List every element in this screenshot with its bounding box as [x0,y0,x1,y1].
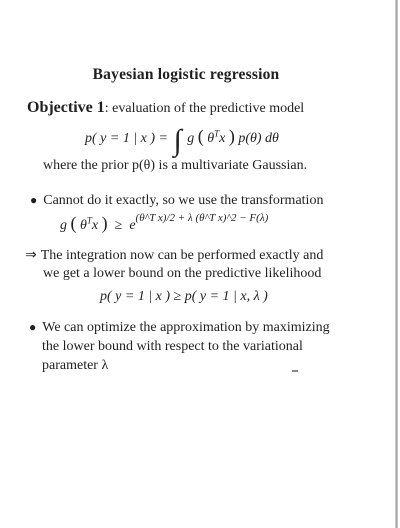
eq2-g: g [60,218,67,233]
bullet-dot: ● [30,193,38,207]
eq2-exponent: (θ^T x)/2 + λ (θ^T x)^2 − F(λ) [135,212,269,224]
implication-text-1: The integration now can be performed exactly and [40,248,324,263]
bullet-dot: ● [29,320,37,334]
bullet-2 [29,320,330,336]
eq1-g: g [187,131,195,146]
objective-text: : evaluation of the predictive model [104,101,305,116]
scan-mark [292,370,298,372]
prior-line: where the prior p(θ) is a multivariate Gaussian. [43,158,308,173]
bullet-1-text: Cannot do it exactly, so we use the transformation [43,193,324,208]
bullet-1 [30,193,323,209]
implication-line-1 [25,247,323,264]
equation-lower-bound [100,289,268,305]
eq1-lhs: p( y = 1 | x ) = [85,131,168,146]
eq1-x: x [219,131,226,146]
objective-line [27,99,304,117]
implies-arrow: ⇒ [25,248,37,263]
implication-line-2: we get a lower bound on the predictive likelihood [43,266,322,281]
bullet-2-line-3: parameter λ [42,358,109,373]
eq2-e: e [129,218,136,233]
eq2-ge: ≥ [114,218,123,233]
equation-predictive-integral: p( y = 1 | x ) = ∫ g ( $\theta^Tx$ ) p(θ) dθ [85,124,279,157]
equation-transformation: g ( $\theta^Tx$ ) ≥ $e^{(\theta\^{}T x)/2 + \lambda (\theta\^{}T x)\^{}2 - F(\lambda)}$ [60,212,269,233]
eq2-sup-T: T [86,215,92,226]
eq1-sup-T: T [214,128,220,139]
objective-label: Objective 1 [27,99,105,116]
integral-sign: ∫ [173,124,182,157]
eq3-text: p( y = 1 | x ) ≥ p( y = 1 | x, λ ) [100,289,268,304]
bullet-2-text-1: We can optimize the approximation by maximizing [42,320,330,335]
slide-title: Bayesian logistic regression [92,66,280,83]
eq2-theta: θ [80,218,87,233]
eq2-x: x [91,218,99,233]
eq1-rest: p(θ) dθ [238,131,279,146]
eq1-theta: θ [207,131,215,146]
bullet-2-line-2: the lower bound with respect to the variational [42,339,303,354]
page-edge-line [395,0,398,528]
